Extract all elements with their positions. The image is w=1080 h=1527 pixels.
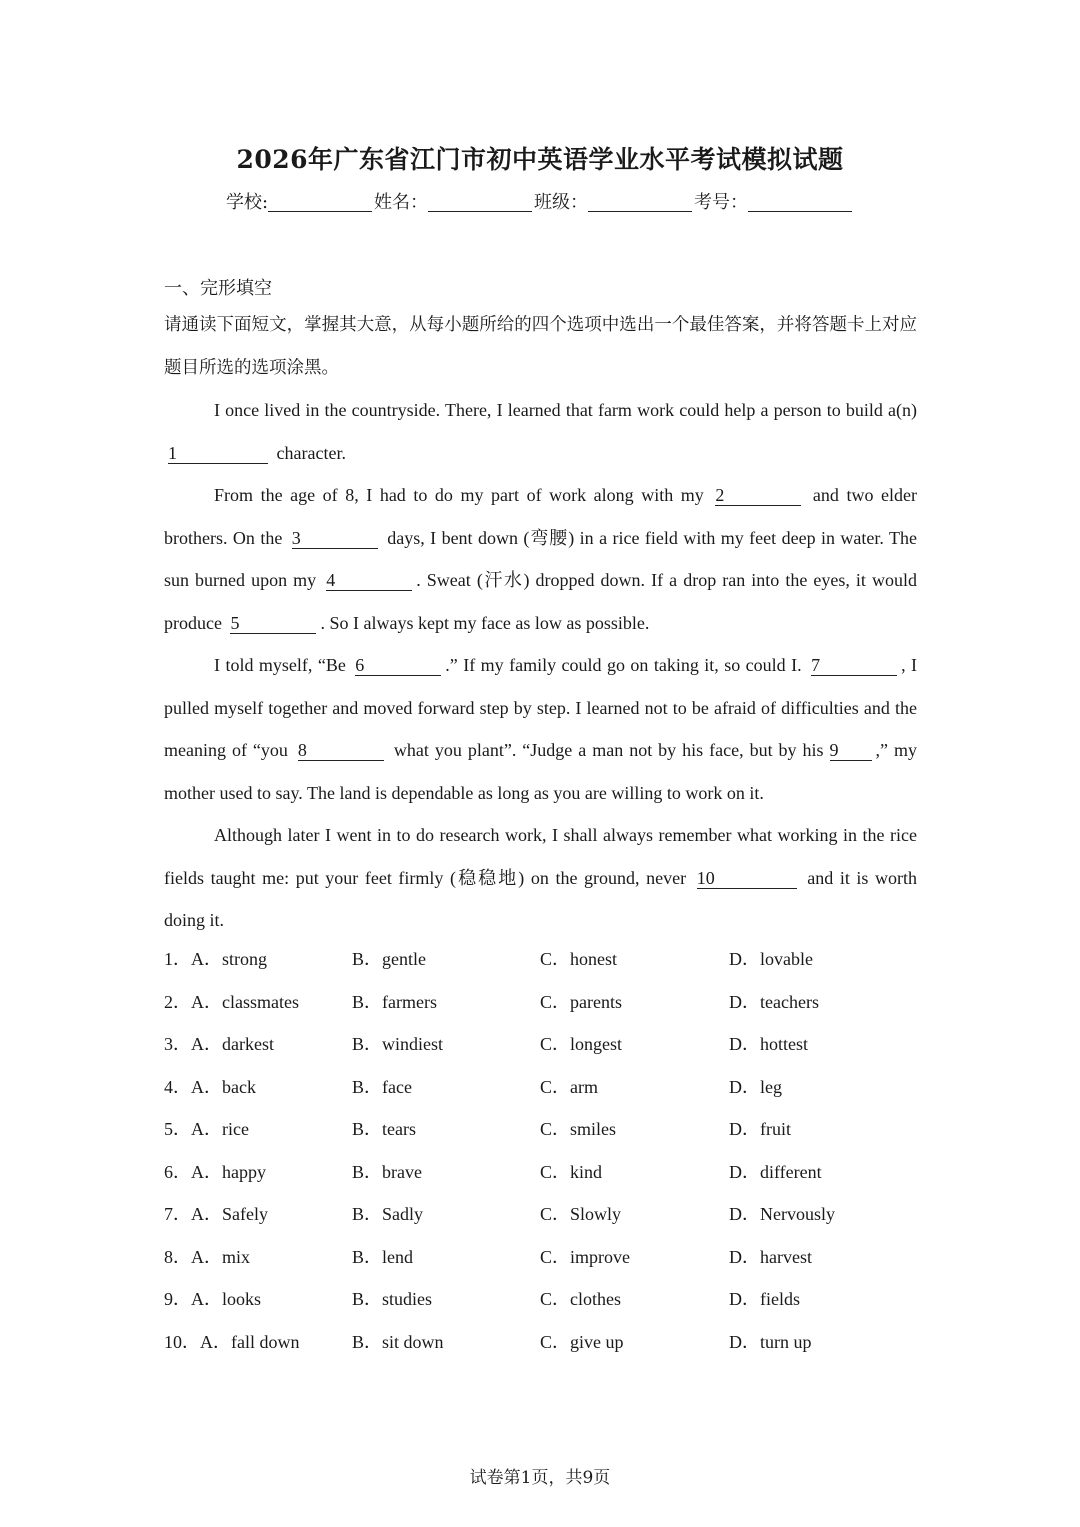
option-b[interactable]: B．Sadly <box>352 1204 424 1224</box>
option-a[interactable]: 2．A．classmates <box>164 991 299 1012</box>
option-b[interactable]: B．face <box>352 1076 412 1097</box>
question-row <box>164 1321 924 1364</box>
blank-8: 8 <box>298 740 384 761</box>
blank-4: 4 <box>326 570 412 591</box>
option-b[interactable]: B．gentle <box>352 949 426 969</box>
passage-text: and it is worth doing it. <box>164 867 918 930</box>
option-a[interactable]: 3．A．darkest <box>164 1034 274 1054</box>
blank-3: 3 <box>292 528 378 549</box>
passage-paragraph-3 <box>164 644 917 814</box>
passage-text: , I pulled myself together and moved forward step by step. I learned not to be afraid of difficulties and the meaning of “you <box>164 655 918 760</box>
blank-1: 1 <box>168 443 268 464</box>
passage-text: .” If my family could go on taking it, so could I. <box>445 655 802 675</box>
passage-text: . So I always kept my face as low as possible. <box>320 612 650 633</box>
option-a[interactable]: 10．A．fall down <box>164 1331 300 1352</box>
question-row <box>164 938 924 981</box>
option-a[interactable]: 6．A．happy <box>164 1161 266 1182</box>
option-d[interactable]: D．harvest <box>729 1246 812 1267</box>
question-row <box>164 1193 924 1236</box>
option-b[interactable]: B．lend <box>352 1246 413 1267</box>
option-a[interactable]: 1．A．strong <box>164 949 267 969</box>
option-c[interactable]: C．Slowly <box>540 1204 622 1224</box>
option-d[interactable]: D．fields <box>729 1289 800 1309</box>
school-label: 学校: <box>225 192 269 213</box>
passage-text: From the age of 8, I had to do my part of work along with my <box>214 485 704 505</box>
option-c[interactable]: C．kind <box>540 1161 603 1182</box>
question-row <box>164 1108 924 1151</box>
blank-6: 6 <box>355 655 441 676</box>
passage-text: ,” my mother used to say. The land is dependable as long as you are willing to work on it. <box>164 740 917 803</box>
passage-text: I once lived in the countryside. There, I learned that farm work could help a person to build a(n) <box>214 400 917 420</box>
option-c[interactable]: C．honest <box>540 949 618 969</box>
blank-2: 2 <box>715 485 801 506</box>
option-d[interactable]: D．different <box>729 1161 822 1182</box>
cloze-content <box>164 304 917 942</box>
passage-paragraph-1 <box>164 389 917 474</box>
option-b[interactable]: B．studies <box>352 1289 433 1309</box>
option-a[interactable]: 5．A．rice <box>164 1119 249 1139</box>
blank-7: 7 <box>811 655 897 676</box>
option-c[interactable]: C．smiles <box>540 1119 617 1139</box>
question-row <box>164 1236 924 1279</box>
option-c[interactable]: C．clothes <box>540 1289 621 1309</box>
question-options <box>164 938 924 1363</box>
option-d[interactable]: D．lovable <box>729 949 813 969</box>
number-blank[interactable] <box>748 193 852 212</box>
passage-text: . Sweat (汗水) dropped down. If a drop ran into the eyes, it would produce <box>164 570 917 633</box>
blank-9: 9 <box>830 740 872 761</box>
option-c[interactable]: C．improve <box>540 1246 630 1267</box>
passage-text: character. <box>276 442 346 463</box>
option-a[interactable]: 4．A．back <box>164 1076 256 1097</box>
option-b[interactable]: B．brave <box>352 1161 422 1182</box>
option-d[interactable]: D．fruit <box>729 1119 791 1139</box>
option-b[interactable]: B．farmers <box>352 991 437 1012</box>
name-label: 姓名： <box>374 192 429 213</box>
instructions: 请通读下面短文，掌握其大意，从每小题所给的四个选项中选出一个最佳答案，并将答题卡上对应题目所选的选项涂黑。 <box>164 315 917 378</box>
exam-title: 2026年广东省江门市初中英语学业水平考试模拟试题 <box>236 145 844 174</box>
option-c[interactable]: C．longest <box>540 1034 623 1054</box>
passage-paragraph-4 <box>164 814 917 942</box>
blank-10: 10 <box>697 868 797 889</box>
question-row <box>164 1151 924 1194</box>
student-info-line <box>0 188 1080 214</box>
option-c[interactable]: C．parents <box>540 991 622 1012</box>
option-d[interactable]: D．teachers <box>729 991 819 1012</box>
class-label: 班级： <box>534 192 589 213</box>
passage-text: and two elder brothers. On the <box>164 485 918 548</box>
passage-text: what you plant”. “Judge a man not by his face, but by his <box>393 740 824 760</box>
passage-text: days, I bent down (弯腰) in a rice field with my feet deep in water. The sun burned upon my <box>164 527 918 590</box>
number-label: 考号： <box>694 192 749 213</box>
question-row <box>164 1023 924 1066</box>
option-d[interactable]: D．leg <box>729 1076 782 1097</box>
option-d[interactable]: D．hottest <box>729 1034 808 1054</box>
passage-text: Although later I went in to do research work, I shall always remember what working in the rice fields taught me: put your feet firmly (稳稳地) on the ground, never <box>164 825 917 888</box>
option-b[interactable]: B．windiest <box>352 1034 444 1054</box>
option-a[interactable]: 9．A．looks <box>164 1289 262 1309</box>
option-c[interactable]: C．give up <box>540 1331 624 1352</box>
class-blank[interactable] <box>588 193 692 212</box>
option-b[interactable]: B．sit down <box>352 1331 444 1352</box>
option-a[interactable]: 8．A．mix <box>164 1246 251 1267</box>
option-d[interactable]: D．turn up <box>729 1331 812 1352</box>
page-footer: 试卷第1页，共9页 <box>469 1468 611 1488</box>
question-row <box>164 1066 924 1109</box>
option-d[interactable]: D．Nervously <box>729 1204 835 1224</box>
option-c[interactable]: C．arm <box>540 1076 598 1097</box>
option-b[interactable]: B．tears <box>352 1119 416 1139</box>
passage-text: I told myself, “Be <box>214 655 346 675</box>
name-blank[interactable] <box>428 193 532 212</box>
passage-paragraph-2 <box>164 474 917 644</box>
option-a[interactable]: 7．A．Safely <box>164 1204 268 1224</box>
question-row <box>164 1278 924 1321</box>
blank-5: 5 <box>230 613 316 634</box>
section-heading: 一、完形填空 <box>164 278 272 299</box>
school-blank[interactable] <box>268 193 372 212</box>
question-row <box>164 981 924 1024</box>
